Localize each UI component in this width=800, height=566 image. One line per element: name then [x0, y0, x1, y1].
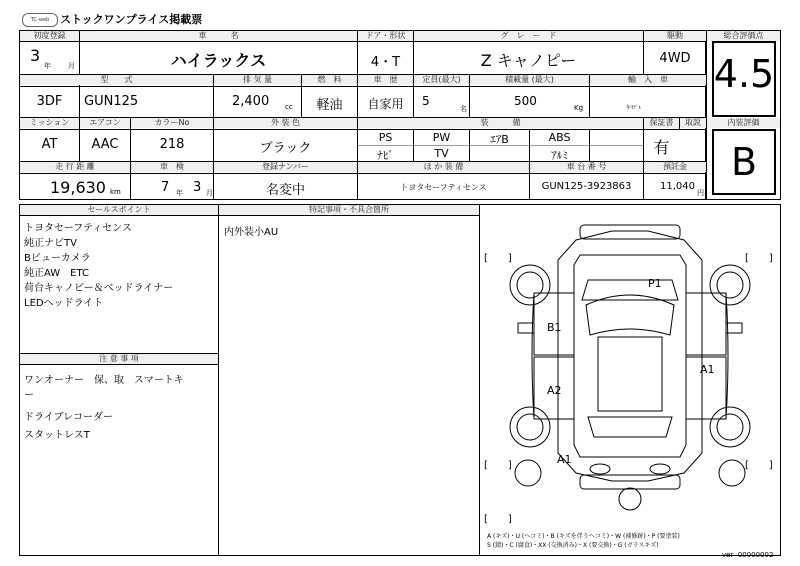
sales-point-item: LEDヘッドライト: [24, 298, 104, 309]
damage-legend-line-2: S (錆)・C (腐食)・XX (交換済み)・X (要交換)・G (ガラスキズ): [487, 542, 659, 549]
sales-point-item: トヨタセーフティセンス: [24, 223, 132, 234]
notes-list: [24, 373, 184, 443]
damage-mark-a2: A2: [547, 384, 562, 397]
equipment-navi: ﾅﾋﾞ: [377, 149, 394, 162]
warranty-label: 保証書: [644, 118, 679, 128]
equipment-ps: PS: [378, 131, 393, 144]
first-reg-month-unit: 月: [68, 62, 75, 70]
capacity-unit: 名: [460, 105, 467, 113]
inspection-month-value: 3: [193, 180, 202, 195]
equipment-abs: ABS: [548, 131, 571, 144]
other-equip-label: ほ か 装 備: [358, 162, 529, 172]
version-label: ver 00000002: [722, 551, 774, 559]
damage-mark-b1: B1: [547, 321, 562, 334]
special-notes-header: 特記事項・不具合箇所: [219, 205, 479, 216]
mission-value: AT: [41, 137, 58, 152]
manual-label: 取説: [680, 118, 706, 128]
drive-label: 駆動: [644, 31, 706, 41]
equipment-tv: TV: [434, 147, 449, 160]
color-no-label: カラーNo: [131, 118, 213, 128]
inspection-month-unit: 月: [206, 189, 213, 197]
car-name-value: ハイラックス: [170, 51, 267, 70]
note-item: スタットレスT: [24, 430, 90, 441]
notes-header: 注 意 事 項: [20, 354, 218, 365]
mileage-label: 走 行 距 離: [20, 162, 130, 172]
deposit-unit: 円: [697, 189, 704, 197]
other-equip-value: トヨタセーフティセンス: [400, 183, 487, 192]
brand-logo: TC-web: [22, 13, 58, 27]
bracket-top-left: [ ]: [484, 253, 512, 264]
vin-value: GUN125-3923863: [541, 181, 632, 192]
warranty-value: 有: [653, 138, 670, 157]
bracket-top-right: [ ]: [745, 253, 773, 264]
displacement-unit: cc: [285, 103, 293, 111]
load-label: 積載量 (最大): [470, 75, 589, 85]
fuel-label: 燃 料: [302, 75, 357, 85]
exterior-color-value: ブラック: [259, 141, 312, 156]
overall-score-label: 総合評価点: [707, 31, 780, 41]
grade-label: グ レ ー ド: [414, 31, 643, 41]
inspection-year-value: 7: [161, 180, 170, 195]
special-notes-text: 内外装小AU: [224, 227, 279, 238]
equipment-label: 装 備: [358, 118, 643, 128]
overall-score-value: 4.5: [713, 52, 775, 96]
note-item: [24, 403, 184, 410]
bracket-mid-left: [ ]: [484, 460, 512, 471]
interior-score-value: B: [730, 140, 758, 184]
model-prefix-value: 3DF: [36, 94, 63, 109]
mission-label: ミッション: [20, 118, 79, 128]
displacement-value: 2,400: [232, 94, 270, 109]
door-type-value: 4・T: [370, 55, 401, 70]
capacity-label: 定員(最大): [414, 75, 469, 85]
exterior-color-label: 外 装 色: [214, 118, 357, 128]
model-value: GUN125: [84, 94, 139, 109]
first-reg-year-unit: 年: [44, 62, 51, 70]
equipment-airbag: ｴｱB: [490, 133, 509, 146]
color-no-value: 218: [159, 137, 185, 152]
first-reg-label: 初度登録: [20, 31, 79, 41]
plate-label: 登録ナンバー: [214, 162, 357, 172]
import-label: 輸 入 車: [590, 75, 706, 85]
deposit-label: 預託金: [644, 162, 706, 172]
damage-mark-a1-bottom: A1: [557, 453, 572, 466]
car-history-label: 車 歴: [358, 75, 413, 85]
bracket-bottom-left: [ ]: [484, 514, 512, 525]
sales-point-item: 純正ナビTV: [24, 238, 77, 249]
grade-value: Z キャノピー: [480, 51, 577, 70]
sales-points-header: セールスポイント: [20, 205, 218, 216]
inspection-year-unit: 年: [176, 189, 183, 197]
sales-point-item: 荷台キャノピー＆ベッドライナー: [24, 283, 174, 294]
mileage-value: 19,630: [50, 178, 106, 197]
load-unit: Kg: [574, 104, 584, 112]
first-reg-value: 3: [30, 46, 41, 65]
capacity-value: 5: [422, 94, 430, 108]
plate-value: 名変中: [265, 183, 305, 198]
bracket-mid-right: [ ]: [745, 460, 773, 471]
page-title: ストックワンプライス掲載票: [60, 13, 203, 26]
equipment-pw: PW: [432, 131, 451, 144]
note-item: ー: [24, 390, 34, 401]
fuel-value: 軽油: [316, 98, 343, 113]
inspection-label: 車 検: [131, 162, 213, 172]
door-type-label: ドア・形状: [358, 31, 413, 41]
note-item: ドライブレコーダー: [24, 412, 113, 423]
mileage-unit: km: [110, 188, 121, 196]
vehicle-damage-diagram: [480, 205, 780, 530]
load-value: 500: [514, 94, 537, 108]
sales-points-list: [24, 221, 173, 311]
car-name-label: 車 名: [80, 31, 357, 41]
aircon-value: AAC: [91, 137, 119, 152]
note-item: ワンオーナー 保、取 スマートキ: [24, 375, 184, 386]
sales-point-item: 純正AW ETC: [24, 268, 90, 279]
damage-legend-line-1: A (キズ)・U (ヘコミ)・B (キズを伴うヘコミ)・W (補修跡)・P (要塗装): [487, 533, 680, 540]
car-history-value: 自家用: [367, 97, 404, 111]
displacement-label: 排 気 量: [214, 75, 301, 85]
damage-mark-p1: P1: [648, 277, 662, 290]
equipment-alloy: ｱﾙﾐ: [551, 149, 568, 162]
interior-score-label: 内装評価: [707, 118, 780, 128]
sales-point-item: Bビューカメラ: [24, 253, 91, 264]
damage-mark-a1-right: A1: [700, 363, 715, 376]
vin-label: 車 台 番 号: [530, 162, 643, 172]
aircon-label: エアコン: [80, 118, 130, 128]
drive-value: 4WD: [659, 51, 691, 66]
model-year-label: 年ﾓﾃﾞﾙ: [626, 105, 642, 111]
deposit-value: 11,040: [660, 181, 695, 192]
model-label: 型 式: [20, 75, 213, 85]
